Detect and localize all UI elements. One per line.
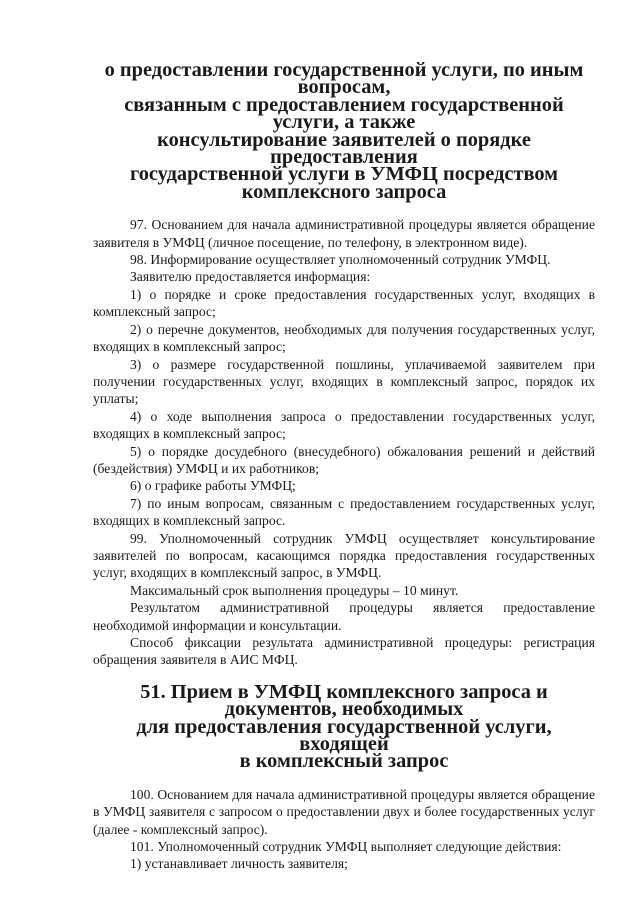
list-item-2: 2) о перечне документов, необходимых для получения государственных услуг, входящих в комплексный запрос; — [93, 321, 595, 355]
paragraph-fixation: Способ фиксации результата административной процедуры: регистрация обращения заявителя в АИС МФЦ. — [93, 635, 595, 668]
heading-line: государственной услуги в УМФЦ посредством комплексного запроса — [129, 163, 559, 203]
heading-line: 51. Прием в УМФЦ комплексного запроса и документов, необходимых — [140, 680, 548, 721]
paragraph-result: Результатом административной процедуры является предоставление необходимой информации и консультации. — [93, 600, 595, 633]
paragraph-101: 101. Уполномоченный сотрудник УМФЦ выполняет следующие действия: — [130, 839, 562, 855]
heading-line: для предоставления государственной услуги, входящей — [136, 715, 552, 756]
list-item-5: 5) о порядке досудебного (внесудебного) обжалования решений и действий (бездействия) УМФЦ и их работников; — [93, 443, 595, 476]
paragraph-97: 97. Основанием для начала административной процедуры является обращение заявителя в УМФЦ (личное посещение, по телефону, в электронном виде). — [93, 217, 595, 250]
list-item-3: 3) о размере государственной пошлины, уплачиваемой заявителем при получении государственных услуг, входящих в комплексный запрос, порядок их уплаты; — [93, 356, 595, 407]
paragraph-info-intro: Заявителю предоставляется информация: — [130, 269, 371, 285]
body-text-block-2 — [93, 786, 595, 873]
heading-line: в комплексный запрос — [239, 750, 449, 773]
list-item-6: 6) о графике работы УМФЦ; — [130, 478, 296, 494]
list-item-4: 4) о ходе выполнения запроса о предоставлении государственных услуг, входящих в комплексный запрос; — [93, 408, 595, 442]
section-heading-51 — [93, 680, 595, 773]
section-heading-continued — [93, 59, 595, 203]
list-item-7: 7) по иным вопросам, связанным с предоставлением государственных услуг, входящих в комплексный запрос. — [93, 495, 595, 529]
body-text-block-1 — [93, 216, 595, 669]
document-page — [93, 59, 595, 873]
heading-line: о предоставлении государственной услуги, по иным вопросам, — [104, 59, 584, 99]
paragraph-98: 98. Информирование осуществляет уполномоченный сотрудник УМФЦ. — [130, 252, 551, 268]
paragraph-100: 100. Основанием для начала административной процедуры является обращение в УМФЦ заявителя с запросом о предоставлении двух и более государственных услуг (далее - комплексный запрос). — [93, 786, 595, 837]
list-item-1: 1) о порядке и сроке предоставления государственных услуг, входящих в комплексный запрос; — [93, 286, 595, 320]
paragraph-max-time: Максимальный срок выполнения процедуры – 10 минут. — [130, 582, 459, 598]
heading-line: консультирование заявителей о порядке предоставления — [157, 128, 531, 169]
paragraph-99: 99. Уполномоченный сотрудник УМФЦ осуществляет консультирование заявителей по вопросам, касающимся порядка предоставления государственных услуг, входящих в комплексный запрос, в УМФЦ. — [93, 530, 595, 581]
list-item-action-1: 1) устанавливает личность заявителя; — [130, 856, 348, 872]
heading-line: связанным с предоставлением государственной услуги, а также — [124, 93, 564, 134]
